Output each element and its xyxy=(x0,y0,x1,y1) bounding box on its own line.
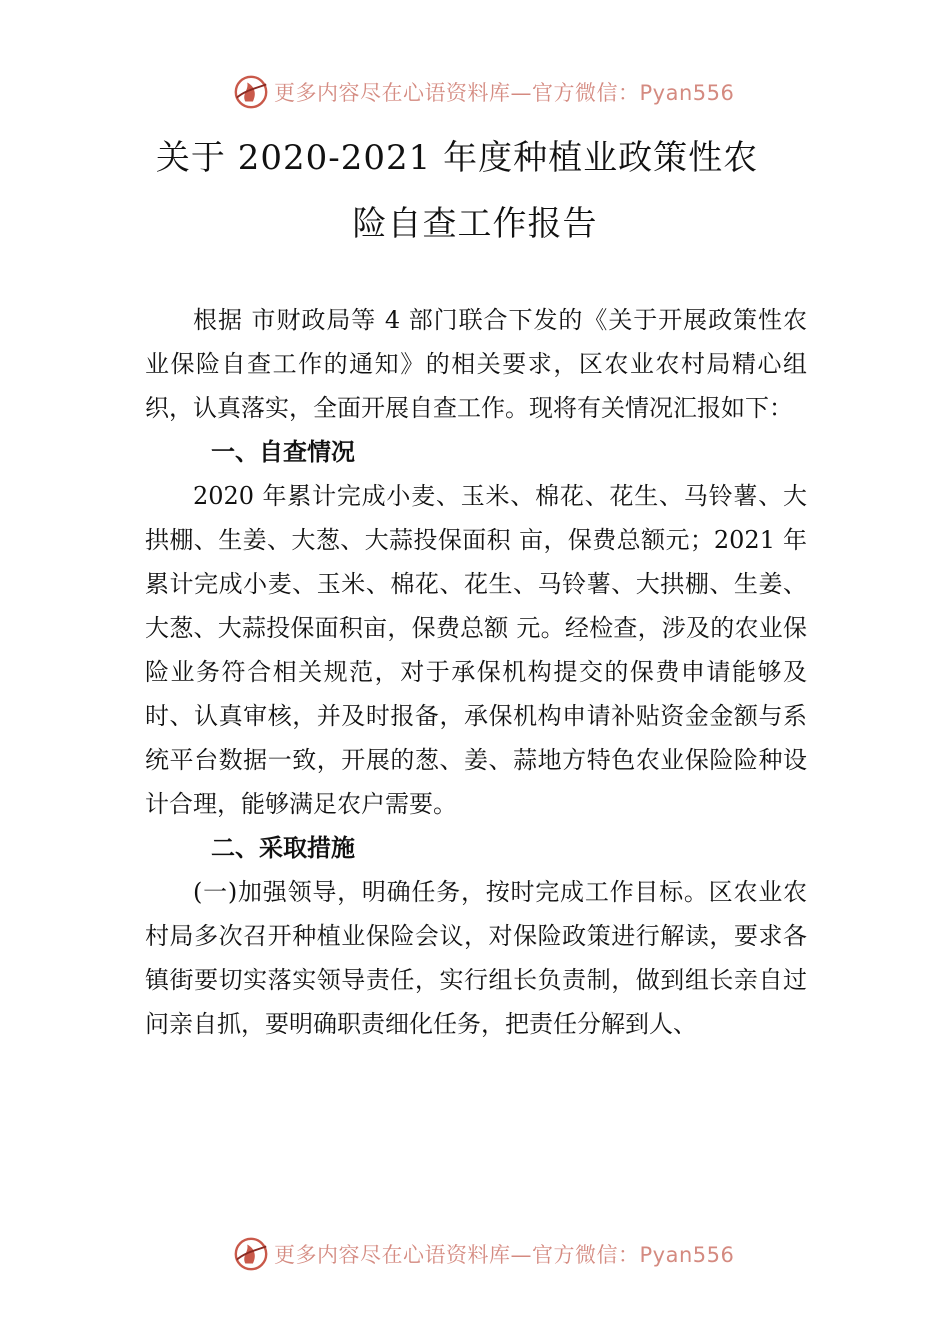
section-2-paragraph: (一)加强领导，明确任务，按时完成工作目标。区农业农村局多次召开种植业保险会议，对保险政策进行解读，要求各镇街要切实落实领导责任，实行组长负责制，做到组长亲自过问亲自抓，要明确职责细化任务，把责任分解到人、 xyxy=(145,878,807,1038)
watermark-banner-top xyxy=(232,72,734,112)
document-title-line-1: 关于 2020-2021 年度种植业政策性农 xyxy=(155,138,759,178)
section-1-paragraph: 2020 年累计完成小麦、玉米、棉花、花生、马铃薯、大拱棚、生姜、大葱、大蒜投保面积 亩，保费总额元；2021 年累计完成小麦、玉米、棉花、花生、马铃薯、大拱棚、生姜、大葱、大蒜投保面积亩，保费总额 元。经检查，涉及的农业保险业务符合相关规范，对于承保机构提交的保费申请能够及时、认真审核，并及时报备，承保机构申请补贴资金金额与系统平台数据一致，开展的葱、姜、蒜地方特色农业保险险种设计合理，能够满足农户需要。 xyxy=(145,482,807,818)
section-heading-2: 二、采取措施 xyxy=(211,834,355,862)
document-title-line-2: 险自查工作报告 xyxy=(352,204,598,244)
section-heading-1: 一、自查情况 xyxy=(211,438,355,466)
flame-circle-logo-icon xyxy=(232,1235,270,1273)
document-body xyxy=(145,296,807,1046)
watermark-text: 更多内容尽在心语资料库—官方微信：Pyan556 xyxy=(274,81,735,105)
watermark-banner-bottom xyxy=(232,1234,734,1274)
flame-circle-logo-icon xyxy=(232,73,270,111)
watermark-text: 更多内容尽在心语资料库—官方微信：Pyan556 xyxy=(274,1243,735,1267)
intro-paragraph: 根据 市财政局等 4 部门联合下发的《关于开展政策性农业保险自查工作的通知》的相关要求，区农业农村局精心组织，认真落实，全面开展自查工作。现将有关情况汇报如下： xyxy=(145,306,807,422)
